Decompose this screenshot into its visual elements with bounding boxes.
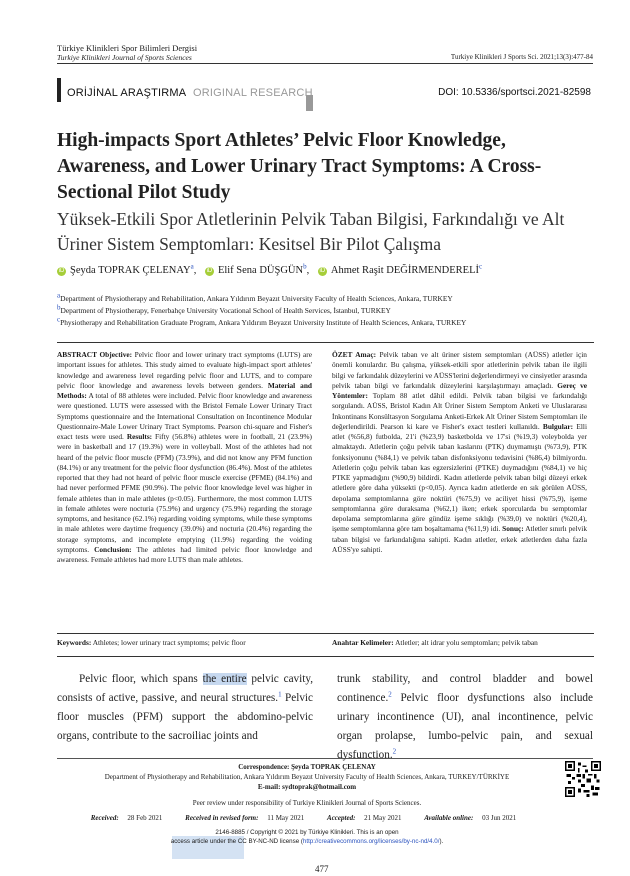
date-accepted: Accepted: 21 May 2021 (327, 814, 402, 822)
orcid-icon[interactable]: iD (319, 268, 326, 274)
peer-review-note: Peer review under responsibility of Turkiye Klinikleri Journal of Sports Sciences. (192, 799, 422, 807)
article-type-marker (57, 78, 61, 102)
copyright: 2146-8885 / Copyright © 2021 by Türkiye Klinikleri. This is an open access article under the CC BY-NC-ND license (http://creativecommons.org/licenses/by-nc-nd/4.0/). (170, 829, 444, 845)
author-name[interactable]: Elif Sena DÜŞGÜN (217, 265, 304, 276)
qr-code-icon[interactable] (565, 761, 601, 797)
author (205, 262, 310, 276)
affiliations (57, 293, 466, 329)
journal-citation: Turkiye Klinikleri J Sports Sci. 2021;13(3):477-84 (450, 53, 593, 61)
date-received: Received: 28 Feb 2021 (90, 814, 163, 822)
author-separator: , (306, 265, 310, 276)
abstract-en: ABSTRACT Objective: Pelvic floor and lower urinary tract symptoms (LUTS) are important issues for athletes. This study aimed to evaluate high-impact sport athletes' knowledge and awareness level regarding pelvic floor and LUTS, and to compare pelvic floor knowledge and awareness levels between genders. Material and Methods: A total of 88 athletes were included. Pelvic floor knowledge and awareness were questioned. LUTS were assessed with the Bristol Female Lower Urinary Tract Symptoms questionnaire and the International Consultation on Incontinence Modular Questionnaire-Male Lower Urinary Tract Symptoms. Pearson chi-square and Fisher's exact tests were used. Results: Fifty (56.8%) athletes were in football, 21 (23.9%) were in basketball and 17 (19.3%) were in volleyball. Most of the athletes had not heard of the pelvic floor muscle (PFM) (73.9%), and did not know any PFM function (84.1%) or any treatment for the pelvic floor dysfunction (86.4%). Most of the athletes reported that they had not heard of pelvic floor muscle exercise (PFME) (84.1%) and had never performed PFME (90.9%). The pelvic floor knowledge level was higher in female athletes than in male athletes (p<0.05). Furthermore, the most common LUTS in female athletes were nocturia (75.9%) and urgency (75.9%) regarding the storage symptoms, and hesitance (62.1%) regarding voiding symptoms, while these symptoms in male athletes were daytime frequency (39.0%) and nocturia (20.4%) regarding the storage symptoms, and incomplete emptying (11.9%) regarding the voiding symptoms. Conclusion: The athletes had limited pelvic floor knowledge and awareness. Female athletes had more LUTS than male athletes. (57, 350, 312, 564)
citation-link[interactable]: 2 (392, 747, 397, 756)
abstract-label: Material and Methods: (57, 380, 312, 400)
keywords-en: Keywords: Athletes; lower urinary tract symptoms; pelvic floor (57, 638, 246, 647)
abstract-tr: ÖZET Amaç: Pelvik taban ve alt üriner sistem semptomları (AÜSS) atletler için önemli konulardır. Bu çalışma, yüksek-etkili spor atletlerinin pelvik taban ile ilgili bilgi ve farkındalık düzeylerini ve AÜSS'lerini değerlendirmeyi ve cinsiyetler arasında pelvik taban bilgi ve farkındalık düzeylerini karşılaştırmayı amaçladı. Gereç ve Yöntemler: Toplam 88 atlet dâhil edildi. Pelvik taban bilgisi ve farkındalığı sorgulandı. AÜSS, Bristol Kadın Alt Üriner Sistem Semptom Anketi ve Uluslararası İnkontinans Konsültasyon Sorgulama Anketi-Erkek Alt Üriner Sistem Semptomları ile değerlendirildi. Pearson ki kare ve Fisher's exact testleri kullanıldı. Bulgular: Elli atlet (%56,8) futbolda, 21'i (%23,9) basketbolda ve 17'si (%19,3) voleybolda yer almaktaydı. Atletlerin çoğu pelvik taban kaslarını (PTK) duymamıştı (%73,9), PTK fonksiyonunu (%84,1) ve pelvik taban disfonksiyonu tedavisini (%86,4) bilmiyordu. Atletlerin çoğu pelvik taban kas egzersizlerini (PTKE) duymadığını (%84,1) ve hiç PTKE yapmadığını (%90,9) bildirdi. Kadın atletlerde pelvik taban bilgi düzeyi erkek atletlere göre daha yüksekti (p<0,05). Ayrıca kadın atletlerde en sık görülen AÜSS, depolama semptomlarına göre noktüri (%75,9) ve aciliyet hissi (%75,9), işeme semptomlarına göre duraksama (%62,1) iken; erkek sporcularda bu semptomlar depolama semptomlarına göre gündüz işeme sıklığı (%39,0) ve noktüri (%20,4), işeme semptomlarına göre tam boşaltamama (%11,9) idi. Sonuç: Atletler sınırlı pelvik taban bilgisi ve farkındalığına sahipti. Kadın atletler, erkek atletlerden daha fazla AÜSS'ye sahipti. (332, 350, 588, 554)
license-link[interactable]: http://creativecommons.org/licenses/by-nc-nd/4.0/ (302, 838, 440, 845)
journal-name-tr: Türkiye Klinikleri Spor Bilimleri Dergisi (57, 43, 198, 53)
date-revised: Received in revised form: 11 May 2021 (185, 814, 305, 822)
article-type-tr: ORİJİNAL ARAŞTIRMA (67, 87, 186, 99)
citation-link[interactable]: 2 (388, 690, 392, 699)
correspondence-email[interactable]: E-mail: sydtoprak@hotmail.com (257, 783, 357, 791)
correspondence-title: Correspondence: Şeyda TOPRAK ÇELENAY (238, 763, 376, 771)
article-type (67, 87, 313, 99)
correspondence-rule (57, 758, 593, 759)
affiliation: $^c$Physiotherapy and Rehabilitation Graduate Program, Ankara Yıldırım Beyazıt University Institute of Health Sciences, Ankara, TURKEY (57, 315, 467, 327)
author-affil-mark: a (190, 262, 194, 271)
author-name[interactable]: Ahmet Raşit DEĞİRMENDERELİ (330, 265, 480, 276)
text-selection-highlight[interactable]: the entire (202, 673, 247, 685)
abstract-label: Results: (126, 432, 153, 441)
article-dates (57, 814, 557, 822)
correspondence-address: Department of Physiotherapy and Rehabilitation, Ankara Yıldırım Beyazıt University Faculty of Health Sciences, Ankara, TURKEY/TÜRKİYE (104, 773, 510, 781)
abstract-label: Conclusion: (94, 544, 132, 554)
doi[interactable]: DOI: 10.5336/sportsci.2021-82598 (438, 87, 591, 98)
abstract-label: ÖZET Amaç: (332, 350, 377, 359)
author-list (57, 262, 488, 276)
author-affil-mark: b (303, 262, 307, 271)
journal-name-en: Turkiye Klinikleri Journal of Sports Sciences (57, 53, 192, 62)
header-rule (57, 63, 593, 64)
orcid-icon[interactable]: iD (58, 268, 65, 274)
author-affil-mark: c (479, 262, 483, 271)
date-online: Available online: 03 Jun 2021 (424, 814, 517, 822)
orcid-icon[interactable]: iD (206, 268, 213, 274)
body-text-left: Pelvic floor, which spans the entire pelvic cavity, consists of active, passive, and neural structures.$^1$ Pelvic floor muscles (PFM) support the abdomino-pelvic organs, contribute to the sacroiliac joints and (57, 673, 314, 742)
abstract-label: Gereç ve Yöntemler: (332, 380, 588, 400)
correspondence (57, 762, 557, 792)
author (57, 262, 197, 276)
article-title-tr: Yüksek-Etkili Spor Atletlerinin Pelvik Taban Bilgisi, Farkındalığı ve Alt Üriner Sistem Semptomları: Kesitsel Bir Pilot Çalışma (57, 209, 565, 254)
keywords-tr: Anahtar Kelimeler: Atletler; alt idrar yolu semptomları; pelvik taban (332, 638, 538, 647)
body-text-right: trunk stability, and control bladder and bowel continence.$^2$ Pelvic floor dysfunctions also include urinary incontinence (UI), anal incontinence, pelvic organ prolapse, lumbo-pelvic pain, and sexual dysfunction.$^2$ (337, 673, 593, 761)
article-title-en: High-impacts Sport Athletes’ Pelvic Floor Knowledge, Awareness, and Lower Urinary Tract Symptoms: A Cross-Sectional Pilot Study (57, 130, 542, 203)
abstract-label: ABSTRACT Objective: (57, 350, 133, 359)
article-type-en: ORIGINAL RESEARCH (192, 87, 313, 99)
abstract-label: Sonuç: (502, 524, 524, 534)
keywords-rule (57, 656, 594, 657)
affiliation: $^a$Department of Physiotherapy and Rehabilitation, Ankara Yıldırım Beyazıt University Faculty of Health Sciences, Ankara, TURKEY (57, 291, 453, 303)
citation-link[interactable]: 1 (278, 690, 282, 699)
author-name[interactable]: Şeyda TOPRAK ÇELENAY (70, 265, 191, 276)
affiliation: $^b$Department of Physiotherapy, Fenerbahçe University Vocational School of Health Services, İstanbul, TURKEY (57, 303, 391, 315)
page-number: 477 (315, 864, 329, 874)
author-separator: , (193, 265, 197, 276)
abstract-label: Bulgular: (542, 421, 574, 431)
author (318, 262, 483, 276)
